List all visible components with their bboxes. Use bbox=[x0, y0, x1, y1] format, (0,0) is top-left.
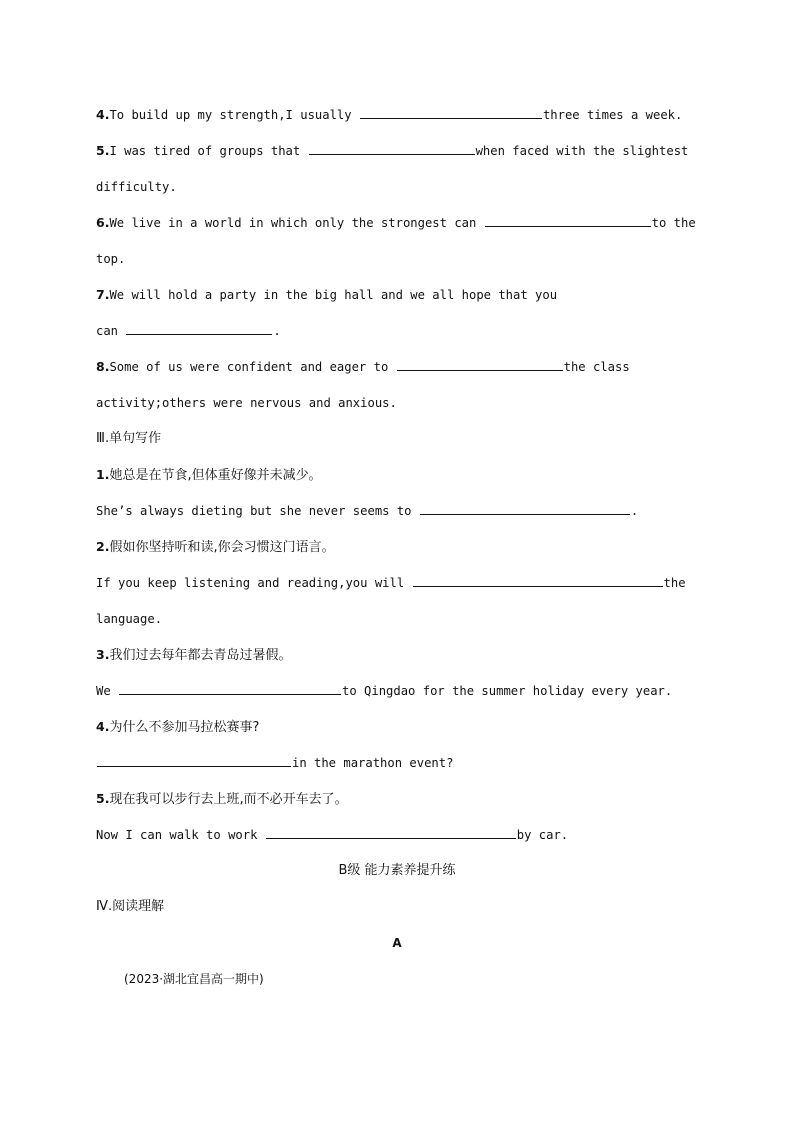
exercise-item-4: 4.To build up my strength,I usually three times a week. bbox=[96, 107, 683, 122]
exercise-item-5: 5.I was tired of groups that when faced with the slightest bbox=[96, 143, 689, 158]
writing-item-2-sentence: If you keep listening and reading,you will the bbox=[96, 576, 686, 590]
writing-item-4-sentence: in the marathon event? bbox=[96, 754, 696, 772]
answer-blank[interactable] bbox=[397, 358, 563, 371]
answer-blank[interactable] bbox=[360, 106, 542, 119]
writing-item-5-prompt: 5.现在我可以步行去上班,而不必开车去了。 bbox=[96, 791, 348, 807]
item-number: 4. bbox=[96, 107, 110, 122]
exercise-item-6-continued: top. bbox=[96, 252, 126, 266]
passage-label: A bbox=[392, 936, 402, 950]
exercise-item-6: 6.We live in a world in which only the strongest can to the bbox=[96, 215, 696, 230]
writing-item-1-sentence: She’s always dieting but she never seems to . bbox=[96, 504, 639, 518]
item-number: 7. bbox=[96, 287, 110, 302]
exercise-item-8-continued: activity;others were nervous and anxious. bbox=[96, 396, 397, 410]
answer-blank[interactable] bbox=[266, 826, 516, 839]
section-title: Ⅲ.单句写作 bbox=[96, 431, 162, 446]
writing-item-2-prompt: 2.假如你坚持听和读,你会习惯这门语言。 bbox=[96, 539, 335, 555]
answer-blank[interactable] bbox=[126, 322, 272, 335]
level-heading: B级 能力素养提升练 bbox=[338, 863, 456, 878]
answer-blank[interactable] bbox=[97, 754, 291, 767]
writing-item-2-continued: language. bbox=[96, 612, 163, 626]
answer-blank[interactable] bbox=[485, 214, 651, 227]
exercise-item-7-continued: can . bbox=[96, 324, 281, 338]
item-number: 6. bbox=[96, 215, 110, 230]
answer-blank[interactable] bbox=[420, 502, 630, 515]
item-number: 8. bbox=[96, 359, 110, 374]
answer-blank[interactable] bbox=[119, 682, 341, 695]
item-number: 5. bbox=[96, 143, 110, 158]
writing-item-3-prompt: 3.我们过去每年都去青岛过暑假。 bbox=[96, 647, 292, 663]
writing-item-3-sentence: We to Qingdao for the summer holiday every year. bbox=[96, 684, 673, 698]
exercise-item-7: 7.We will hold a party in the big hall and we all hope that you bbox=[96, 287, 558, 302]
answer-blank[interactable] bbox=[309, 142, 475, 155]
writing-item-5-sentence: Now I can walk to work by car. bbox=[96, 828, 569, 842]
writing-item-4-prompt: 4.为什么不参加马拉松赛事? bbox=[96, 719, 260, 735]
section-title: Ⅳ.阅读理解 bbox=[96, 899, 165, 914]
passage-source: (2023·湖北宜昌高一期中) bbox=[124, 972, 264, 986]
writing-item-1-prompt: 1.她总是在节食,但体重好像并未减少。 bbox=[96, 467, 322, 483]
exercise-item-5-continued: difficulty. bbox=[96, 180, 177, 194]
exercise-item-8: 8.Some of us were confident and eager to the class bbox=[96, 359, 630, 374]
answer-blank[interactable] bbox=[413, 574, 663, 587]
